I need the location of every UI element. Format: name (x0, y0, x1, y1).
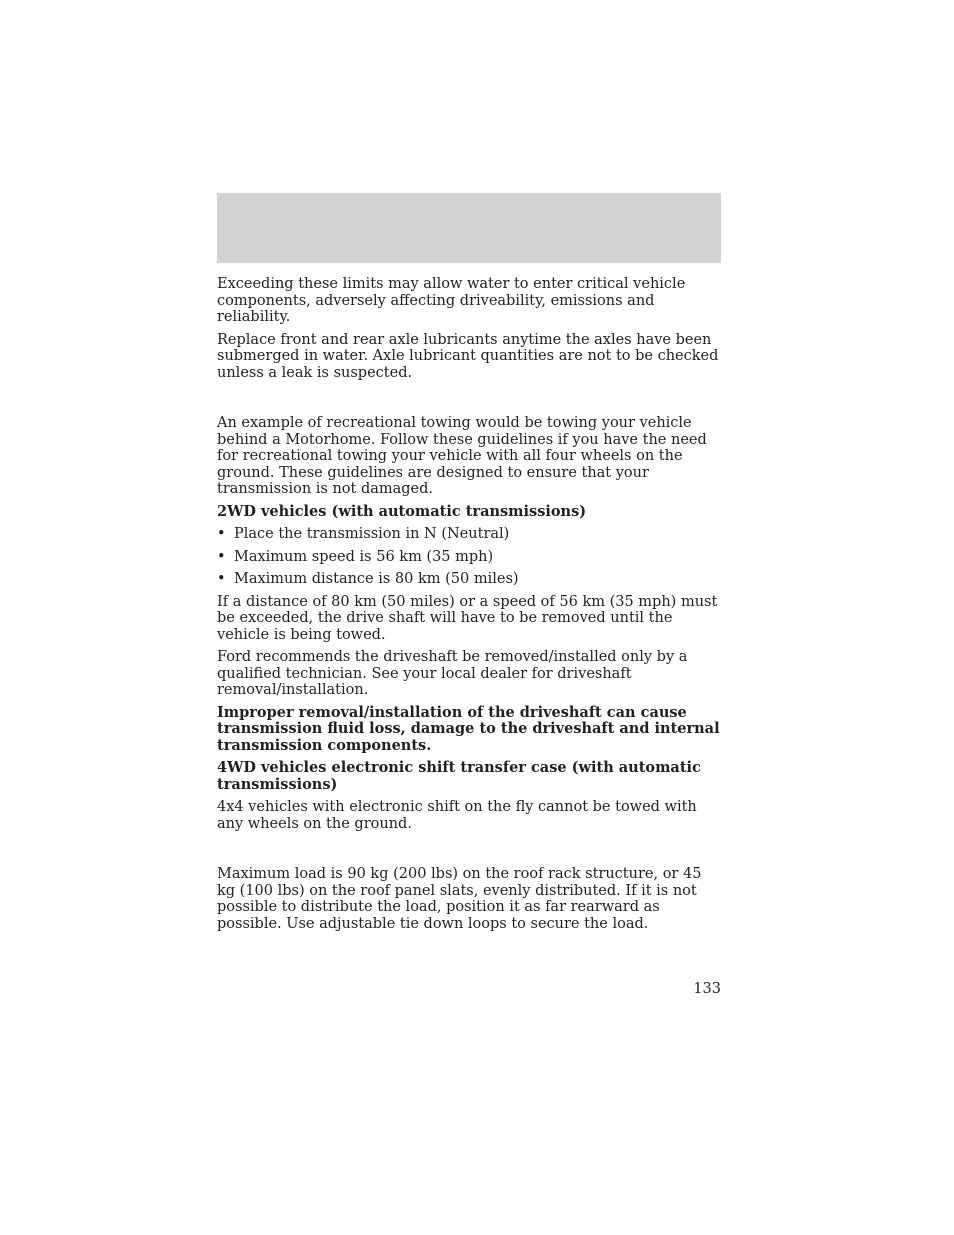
section-header-band (217, 193, 721, 263)
exceed-limits-paragraph: If a distance of 80 km (50 miles) or a speed of 56 km (35 mph) must be exceeded, the drive shaft will have to be removed until the vehicle is being towed. (217, 593, 718, 643)
roof-rack-load-paragraph: Maximum load is 90 kg (200 lbs) on the roof rack structure, or 45 kg (100 lbs) on the roof panel slats, evenly distributed. If it is not possible to distribute the load, position it as far rearward as possible. Use adjustable tie down loops to secure the load. (217, 866, 702, 932)
bullet-icon: • (217, 548, 226, 565)
page-content (217, 276, 721, 938)
section-gap (217, 838, 721, 866)
towing-guidelines-list (217, 526, 721, 588)
bullet-icon: • (217, 571, 226, 587)
water-limits-paragraph: Exceeding these limits may allow water to enter critical vehicle components, adversely affecting driveability, emissions and reliability. (217, 276, 686, 325)
axle-lubricant-paragraph: Replace front and rear axle lubricants anytime the axles have been submerged in water. Axle lubricant quantities are not to be checked unless a leak is suspected. (217, 331, 719, 381)
page-number: 133 (693, 981, 721, 997)
list-item-text: Maximum distance is 80 km (50 miles) (234, 571, 519, 587)
list-item-text: Place the transmission in N (Neutral) (234, 526, 510, 542)
list-item (217, 549, 721, 566)
driveshaft-warning: Improper removal/installation of the driveshaft can cause transmission fluid loss, damage to the driveshaft and internal transmission components. (217, 703, 720, 754)
recreational-towing-intro: An example of recreational towing would be towing your vehicle behind a Motorhome. Follow these guidelines if you have the need for recreational towing your vehicle with all four wheels on the ground. These guidelines are designed to ensure that your transmission is not damaged. (217, 415, 707, 497)
section-gap (217, 387, 721, 415)
list-item-text: Maximum speed is 56 km (35 mph) (234, 548, 494, 565)
driveshaft-recommendation-paragraph: Ford recommends the driveshaft be removed/installed only by a qualified technician. See your local dealer for driveshaft removal/installation. (217, 649, 688, 698)
heading-2wd-vehicles: 2WD vehicles (with automatic transmissions) (217, 502, 587, 520)
heading-4wd-vehicles: 4WD vehicles electronic shift transfer case (with automatic transmissions) (217, 759, 701, 793)
4wd-towing-note: 4x4 vehicles with electronic shift on the fly cannot be towed with any wheels on the ground. (217, 799, 697, 832)
bullet-icon: • (217, 526, 226, 542)
list-item (217, 526, 721, 543)
list-item (217, 571, 721, 588)
